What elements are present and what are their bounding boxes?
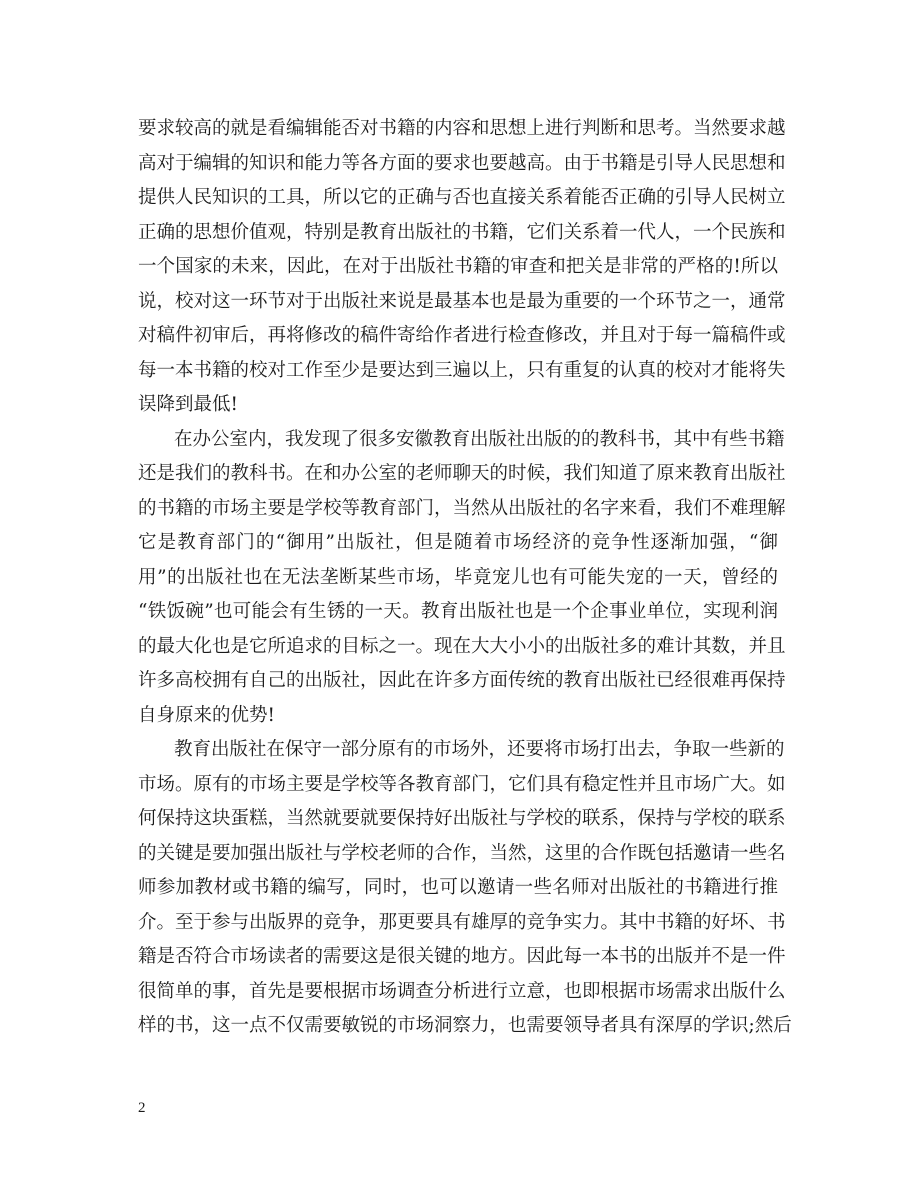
text-line: 许多高校拥有自己的出版社，因此在许多方面传统的教育出版社已经很难再保持 bbox=[138, 670, 786, 691]
text-line: 用”的出版社也在无法垄断某些市场，毕竟宠儿也有可能失宠的一天，曾经的 bbox=[138, 566, 778, 588]
text-line: 每一本书籍的校对工作至少是要达到三遍以上，只有重复的认真的校对才能将失 bbox=[138, 359, 786, 381]
page-number: 2 bbox=[138, 1100, 146, 1116]
text-line: 正确的思想价值观，特别是教育出版社的书籍，它们关系着一代人，一个民族和 bbox=[138, 221, 786, 243]
text-line: 还是我们的教科书。在和办公室的老师聊天的时候，我们知道了原来教育出版社 bbox=[138, 463, 786, 484]
text-line: 的最大化也是它所追求的目标之一。现在大大小小的出版社多的难计其数，并且 bbox=[138, 635, 786, 657]
text-line: 对稿件初审后，再将修改的稿件寄给作者进行检查修改，并且对于每一篇稿件或 bbox=[138, 325, 786, 346]
paragraph-first-line: 教育出版社在保守一部分原有的市场外，还要将市场打出去，争取一些新的 bbox=[174, 739, 785, 760]
text-line: 的关键是要加强出版社与学校老师的合作，当然，这里的合作既包括邀请一些名 bbox=[138, 842, 786, 864]
text-line: 的书籍的市场主要是学校等教育部门，当然从出版社的名字来看，我们不难理解 bbox=[138, 497, 786, 519]
text-line: 何保持这块蛋糕，当然就要就要保持好出版社与学校的联系，保持与学校的联系 bbox=[138, 808, 786, 829]
text-line: 市场。原有的市场主要是学校等各教育部门，它们具有稳定性并且市场广大。如 bbox=[138, 773, 786, 795]
paragraph-first-line: 在办公室内，我发现了很多安徽教育出版社出版的的教科书，其中有些书籍 bbox=[174, 428, 785, 450]
text-line: 一个国家的未来，因此，在对于出版社书籍的审查和把关是非常的严格的!所以 bbox=[138, 256, 778, 277]
text-line: 介。至于参与出版界的竞争，那更要具有雄厚的竞争实力。其中书籍的好坏、书 bbox=[138, 911, 786, 933]
text-line: 提供人民知识的工具，所以它的正确与否也直接关系着能否正确的引导人民树立 bbox=[138, 187, 786, 208]
text-line: 要求较高的就是看编辑能否对书籍的内容和思想上进行判断和思考。当然要求越 bbox=[138, 118, 786, 139]
body-text bbox=[138, 112, 792, 1044]
text-line: 自身原来的优势! bbox=[138, 704, 275, 726]
text-line: 师参加教材或书籍的编写，同时，也可以邀请一些名师对出版社的书籍进行推 bbox=[138, 877, 778, 898]
text-line: 误降到最低! bbox=[138, 394, 238, 415]
text-line: 籍是否符合市场读者的需要这是很关键的地方。因此每一本书的出版并不是一件 bbox=[138, 946, 786, 967]
text-line: “铁饭碗”也可能会有生锈的一天。教育出版社也是一个企事业单位，实现利润 bbox=[138, 601, 778, 622]
text-line: 高对于编辑的知识和能力等各方面的要求也要越高。由于书籍是引导人民思想和 bbox=[138, 152, 786, 174]
text-line: 样的书，这一点不仅需要敏锐的市场洞察力，也需要领导者具有深厚的学识;然后 bbox=[138, 1015, 792, 1036]
text-line: 很简单的事，首先是要根据市场调查分析进行立意，也即根据市场需求出版什么 bbox=[138, 980, 786, 1002]
text-line: 说，校对这一环节对于出版社来说是最基本也是最为重要的一个环节之一，通常 bbox=[138, 290, 786, 312]
text-line: 它是教育部门的“御用”出版社，但是随着市场经济的竞争性逐渐加强，“御 bbox=[138, 532, 778, 553]
